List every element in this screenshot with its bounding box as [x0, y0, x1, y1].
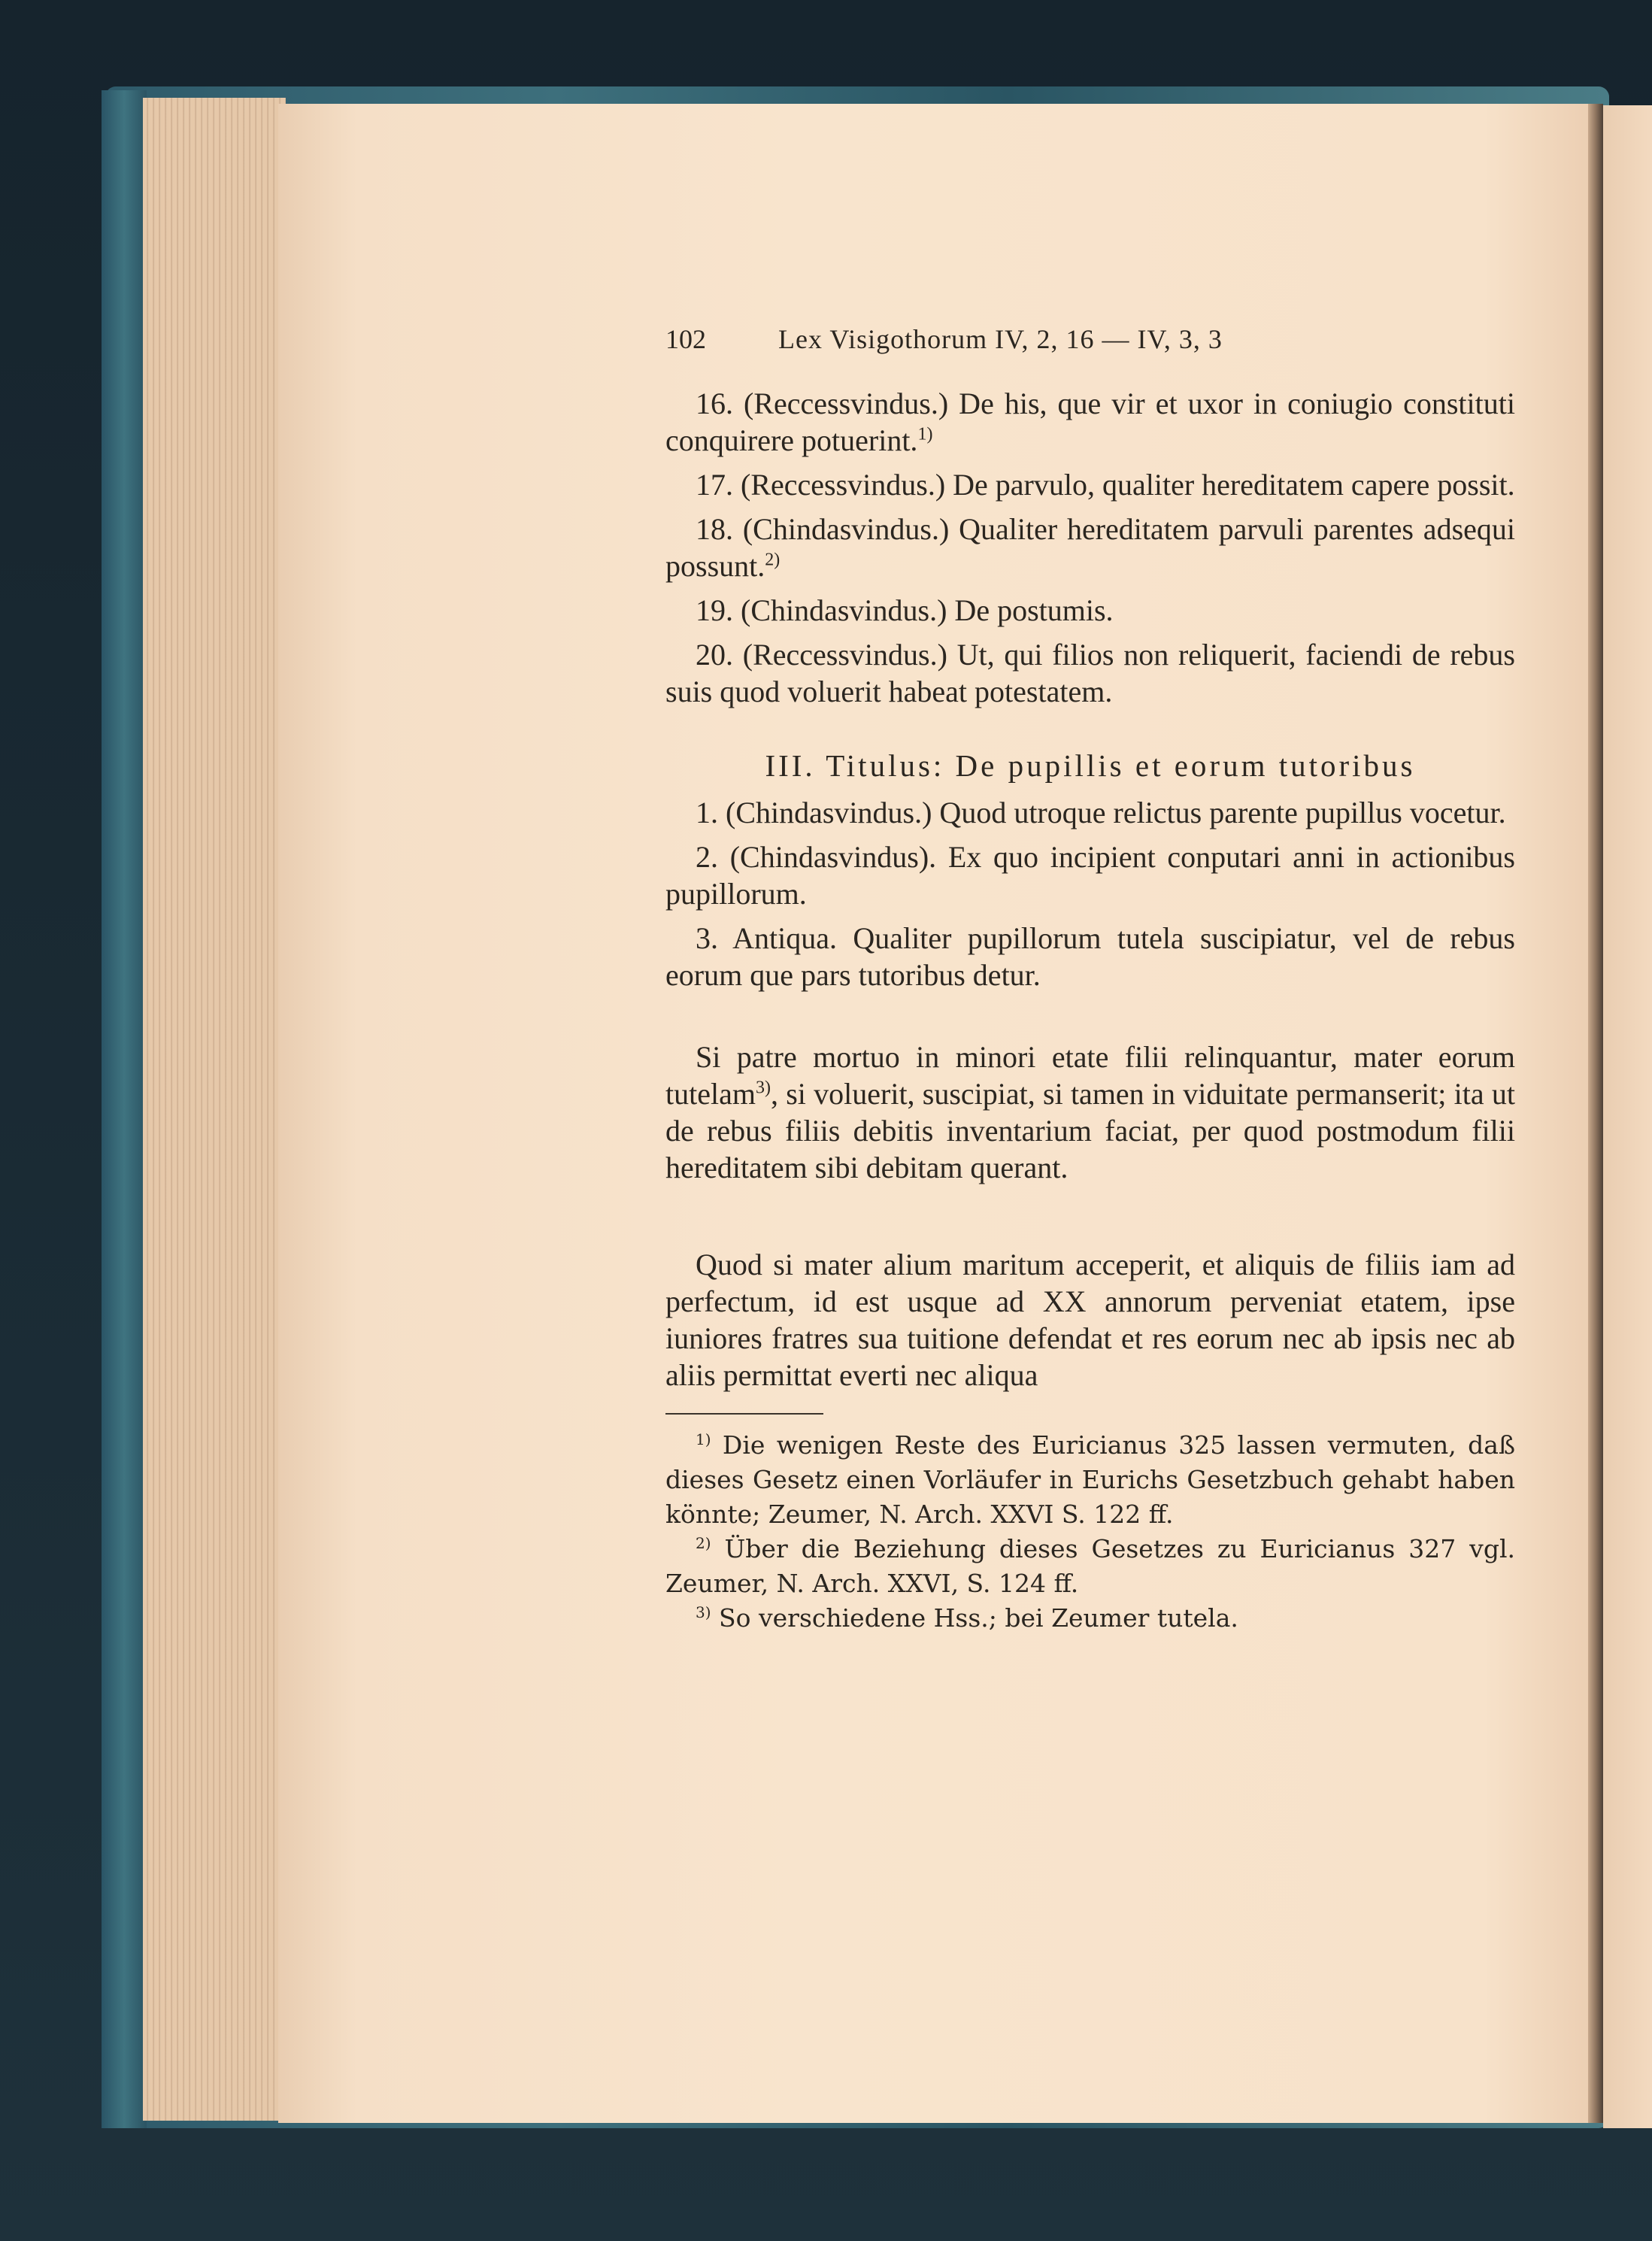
page-stack-edges — [143, 98, 286, 2121]
titulus-entry-1: 1. (Chindasvindus.) Quod utroque relictus parente pupillus vocetur. — [696, 796, 1506, 829]
book-spine-board — [102, 90, 147, 2128]
footnote-ref-1: 1) — [917, 424, 933, 444]
entry-18: 18. (Chindasvindus.) Qualiter hereditatem parvuli parentes adsequi possunt.$^{2)}$ — [665, 512, 1515, 583]
page-text-block — [665, 323, 1515, 1636]
running-header — [665, 323, 1515, 355]
body-paragraph-1: Si patre mortuo in minori etate filii relinquantur, mater eorum tutelam$^{3)}$, si voluerit, suscipiat, si tamen in viduitate permanserit; ita ut de rebus filiis debitis inventarium faciat, per quod postmodum filii hereditatem sibi debitam querant. — [665, 1040, 1515, 1184]
entry-20: 20. (Reccessvindus.) Ut, qui filios non reliquerit, faciendi de rebus suis quod voluerit habeat potestatem. — [665, 638, 1515, 708]
footnote-3: $^{3)}$ So verschiedene Hss.; bei Zeumer tutela. — [696, 1603, 1238, 1633]
spacer — [665, 1186, 1515, 1246]
section-title: III. Titulus: De pupillis et eorum tutoribus — [765, 748, 1416, 783]
footnote-ref-2: 2) — [765, 550, 781, 570]
footnote-2: $^{2)}$ Über die Beziehung dieses Gesetzes zu Euricianus 327 vgl. Zeumer, N. Arch. XXVI, S. 124 ff. — [665, 1534, 1515, 1598]
footnote-1: $^{1)}$ Die wenigen Reste des Euricianus 325 lassen vermuten, daß dieses Gesetz einen Vorläufer in Eurichs Gesetzbuch gehabt haben könnte; Zeumer, N. Arch. XXVI S. 122 ff. — [665, 1430, 1515, 1529]
body-paragraph-2: Quod si mater alium maritum acceperit, et aliquis de filiis iam ad perfectum, id est usque ad XX annorum perveniat etatem, ipse iuniores fratres sua tuitione defendat et res eorum nec ab ipsis nec ab aliis permittat everti nec aliqua — [665, 1248, 1515, 1392]
page-gutter — [1588, 104, 1603, 2123]
titulus-entry-3: 3. Antiqua. Qualiter pupillorum tutela suscipiatur, vel de rebus eorum que pars tutoribus detur. — [665, 921, 1515, 992]
spacer — [665, 1001, 1515, 1039]
entry-19: 19. (Chindasvindus.) De postumis. — [696, 593, 1114, 627]
entry-16: 16. (Reccessvindus.) De his, que vir et uxor in coniugio constituti conquirere potuerint.$^{1)}$ — [665, 387, 1515, 457]
footnote-rule — [665, 1413, 823, 1415]
page-number: 102 — [665, 324, 706, 354]
titulus-entry-2: 2. (Chindasvindus). Ex quo incipient conputari anni in actionibus pupillorum. — [665, 840, 1515, 911]
footnote-ref-3: 3) — [755, 1078, 771, 1098]
entry-17: 17. (Reccessvindus.) De parvulo, qualiter hereditatem capere possit. — [696, 468, 1515, 502]
running-title: Lex Visigothorum IV, 2, 16 — IV, 3, 3 — [778, 324, 1223, 354]
facing-page-edge — [1603, 105, 1652, 2128]
